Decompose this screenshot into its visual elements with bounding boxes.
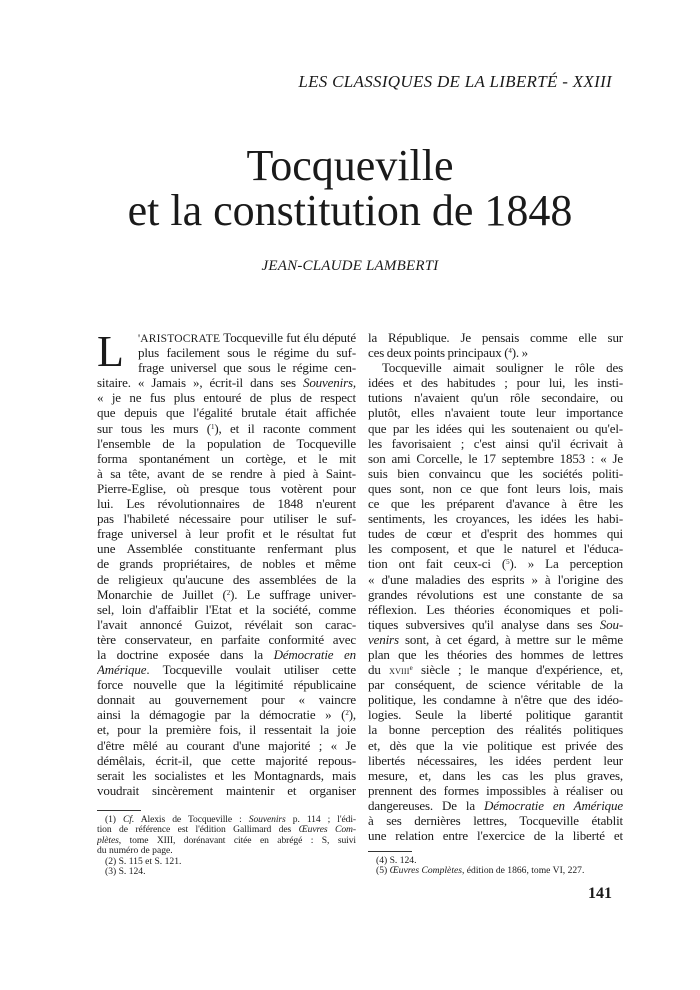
text-run: frage universel que sous le régime cen- [138,360,356,376]
left-column-line [97,360,356,375]
italic-run: Œuvres Complètes [389,866,462,877]
left-column-line [97,436,356,451]
article-title-line-2: et la constitution de 1848 [127,186,573,235]
left-column-line [97,556,356,571]
text-run: du numéro de page. [97,846,173,857]
text-run: sel, loin d'affaiblir l'Etat et la société, comme [97,601,356,617]
footnote-ref: 4 [508,347,512,356]
text-run: « d'une maladies des esprits » à l'origine des [368,571,623,587]
footnotes-left [97,815,356,877]
left-column-line [97,647,356,662]
text-run: la doctrine exposée dans la [97,646,274,662]
left-column-line [97,481,356,496]
left-column-line [97,511,356,526]
left-column-line [97,587,356,602]
left-column-line [97,496,356,511]
right-column-line [368,828,623,843]
footnote-line [97,846,356,856]
left-column-line [97,541,356,556]
text-run: libertés nécessaires, les idées perdent leur [368,752,623,768]
text-run: forma spontanément un cortège, et le mit [97,450,356,466]
text-run: (3) S. 124. [105,866,146,877]
text-run: par conséquent, de science véritable de la [368,677,623,693]
footnote-line [97,857,356,867]
italic-run: plètes [97,835,119,846]
right-column-line [368,466,623,481]
left-column-line [97,783,356,798]
text-run: d'être mêlé au courant d'une majorité ; « Je [97,737,356,753]
text-run: la République. Je pensais comme elle sur [368,330,623,345]
text-run: Tocqueville aimait souligner le rôle des [382,360,623,376]
text-run: ), [348,707,356,723]
text-run: lui. Les révolutionnaires de 1848 n'eurent [97,496,356,512]
italic-run: Souvenirs, [302,375,356,391]
superscript: e [409,664,413,673]
right-column-line [368,753,623,768]
text-run: tiques subversives qu'il analyse dans ses [368,616,600,632]
left-column-line [97,375,356,390]
text-run: ce que les préparent d'avance à être les [368,496,623,512]
text-run: démêlais, écrit-il, que cette majorité repous- [97,752,356,768]
footnote-rule-left [97,810,141,811]
text-run: Pierre-Eglise, où presque tous votèrent pour [97,480,356,496]
right-column-line [368,345,623,360]
right-column-line [368,602,623,617]
italic-run: Démocratie en [273,646,356,662]
right-column-line [368,722,623,737]
text-run: ), et il raconte comment [214,420,356,436]
left-column-line [97,466,356,481]
text-run: Alexis de Tocqueville : [134,815,249,825]
left-column-line [97,451,356,466]
text-run: . Tocqueville voulait utiliser cette [146,662,356,678]
right-column-line [368,405,623,420]
article-author: JEAN-CLAUDE LAMBERTI [261,258,439,274]
left-column-line [97,405,356,420]
right-column-line [368,496,623,511]
text-run: sur tous les murs ( [97,420,211,436]
text-run: (5) [376,866,390,877]
text-run: plus facilement sous le régime du suf- [138,345,356,361]
left-column-line [97,707,356,722]
text-run: plutôt, elles n'avaient toute leur importance [368,405,623,421]
text-run: politique, les condamne à n'être que des idéo- [368,692,623,708]
right-column-line [368,798,623,813]
text-run: pas l'habileté nécessaire pour utiliser le suf- [97,511,356,527]
right-column-line [368,768,623,783]
small-caps-run: 'ARISTOCRATE [138,333,221,345]
right-column-line [368,647,623,662]
text-run: Tocqueville fut élu député [220,330,356,345]
text-run: une relation entre l'exercice de la liberté et [368,828,623,844]
text-run: les favorisaient ; c'est ainsi qu'il écrivait à [368,435,623,451]
text-run: (4) S. 124. [376,856,417,866]
italic-run: Amérique [97,662,147,678]
text-run: ). » La perception [509,556,623,572]
text-run: sont, à cet égard, à mettre sur le même [398,631,623,647]
right-column-line [368,677,623,692]
text-run: tion ont fait ceux-ci ( [368,556,507,572]
right-column-line [368,738,623,753]
text-run: mesure, et, dans les cas les plus graves, [368,767,623,783]
right-column-line [368,662,623,677]
italic-run: Œuvres Com- [298,825,356,836]
footnote-line [368,856,623,866]
right-column-line [368,556,623,571]
right-column-line [368,526,623,541]
italic-run: Sou- [599,616,623,632]
right-column-line [368,707,623,722]
right-column [368,330,623,843]
right-column-line [368,481,623,496]
right-column-line [368,511,623,526]
text-run: l'ensemble de la population de Tocqueville [97,435,356,451]
right-column-line [368,375,623,390]
text-run: force nouvelle que la légitimité républicaine [97,677,356,693]
page-number: 141 [588,885,612,902]
text-run: la bonne perception des réalités politiques [368,722,623,738]
text-run: « je ne fus plus entouré de plus de respect [97,390,356,406]
text-run: suis bien convaincu que les sociétés politi- [368,465,623,481]
right-column-line [368,587,623,602]
text-run: ). » [511,345,528,361]
text-run: plan que les théories des hommes de lettres [368,646,623,662]
footnote-ref: 2 [345,709,349,718]
text-run: ques sont, non ce que font leurs lois, mais [368,480,623,496]
left-column-line [97,330,356,345]
text-run: (2) S. 115 et S. 121. [105,856,182,867]
right-column-line [368,436,623,451]
left-column-line [97,662,356,677]
series-header: LES CLASSIQUES DE LA LIBERTÉ - XXIII [298,72,612,91]
footnote-ref: 1 [210,422,215,431]
right-column-line [368,783,623,798]
text-run: les composent, et que le naturel et l'éduca- [368,541,623,557]
text-run: , édition de 1866, tome VI, 227. [461,866,585,877]
text-run: tère conservateur, en parfaite conformité avec [97,631,356,647]
left-column-line [97,617,356,632]
right-column-line [368,421,623,436]
text-run: serait les socialistes et les Montagnards, mais [97,767,356,783]
text-run: et, pour la première fois, il ressentait la joie [97,722,356,738]
text-run: à ses dernières lettres, Tocqueville établit [368,813,623,828]
left-column-line [97,753,356,768]
italic-run: Cf. [122,815,135,825]
text-run: et, dès que la vie politique est privée des [368,737,623,753]
left-column [97,327,356,798]
text-run: tion de référence est l'édition Gallimard des [97,825,299,836]
left-column-line [97,722,356,737]
text-run: tutions n'avaient qu'un rôle secondaire, ou [368,390,623,406]
text-run: grandes révolutions est une constante de sa [368,586,623,602]
left-column-line [97,526,356,541]
footnote-ref: 5 [506,558,510,567]
left-column-line [97,768,356,783]
text-run: siècle ; le manque d'expérience, et, [412,662,623,678]
text-run: dangereuses. De la [368,797,484,813]
left-column-line [97,738,356,753]
text-run: de religieux qu'aucune des assemblées de la [97,571,356,587]
italic-run: Souvenirs [248,815,286,825]
article-title-line-1: Tocqueville [246,141,454,190]
text-run: que par les idées qui les soutenaient ou qu'el- [368,420,623,436]
right-column-line [368,541,623,556]
footnote-line [97,825,356,835]
text-run: réflexion. Les théories économiques et poli- [368,601,623,617]
left-column-line [97,572,356,587]
right-column-line [368,330,623,345]
text-run: prennent des formes impossibles à réaliser ou [368,782,623,798]
text-run: idées et des habitudes ; pour lui, les insti- [368,375,623,391]
left-column-line [97,677,356,692]
text-run: sentiments, les croyances, les idées les habi- [368,511,623,527]
text-run: p. 114 ; l'édi- [285,815,356,825]
right-column-line [368,451,623,466]
footnotes-right [368,856,623,877]
left-column-line [97,692,356,707]
right-column-line [368,360,623,375]
text-run: une Assemblée constituante renfermant plus [97,541,356,557]
text-run: ainsi la démagogie par la démocratie » ( [97,707,346,723]
text-run: (1) [105,815,123,825]
drop-cap: L [97,327,124,376]
text-run: ). Le suffrage univer- [230,586,356,602]
right-column-line [368,813,623,828]
text-run: sitaire. « Jamais », écrit-il dans ses [97,375,303,391]
right-column-line [368,632,623,647]
left-column-line [97,345,356,360]
footnote-line [97,815,356,825]
left-column-line [97,602,356,617]
footnote-line [97,836,356,846]
right-column-line [368,390,623,405]
text-run: l'avait annoncé Guizot, révélait son carac- [97,616,356,632]
text-run: de grands propriétaires, de nobles et même [97,556,356,572]
text-run: que depuis que l'égalité brutale était affichée [97,405,356,421]
text-run: logies. Seule la liberté politique garantit [368,707,623,723]
footnote-ref: 2 [226,588,231,597]
italic-run: venirs [368,631,399,647]
text-run: tudes de cœur et d'esprit des hommes qui [368,526,623,542]
text-run: ces deux points principaux ( [368,345,509,361]
text-run: à sa tête, avant de se rendre à pied à Saint- [97,465,356,481]
right-column-line [368,692,623,707]
footnote-rule-right [368,851,412,852]
text-run: du [368,662,390,678]
text-run: son ami Corcelle, le 17 septembre 1853 : « Je [368,450,623,466]
text-run: Monarchie de Juillet ( [97,586,227,602]
text-run: donnait au gouvernement pour « vaincre [97,692,356,708]
left-column-line [97,632,356,647]
right-column-line [368,572,623,587]
text-run: frage universel à leur profit et le résultat fut [97,526,356,542]
footnote-line [368,866,623,876]
italic-run: Démocratie en Amérique [484,797,623,813]
footnote-line [97,867,356,877]
right-column-line [368,617,623,632]
text-run: voudrait sincèrement maintenir et organiser [97,782,356,798]
left-column-line [97,421,356,436]
text-run: , tome XIII, dorénavant citée en abrégé : S, suivi [118,835,356,846]
left-column-line [97,390,356,405]
small-caps-run: xviii [389,665,410,678]
